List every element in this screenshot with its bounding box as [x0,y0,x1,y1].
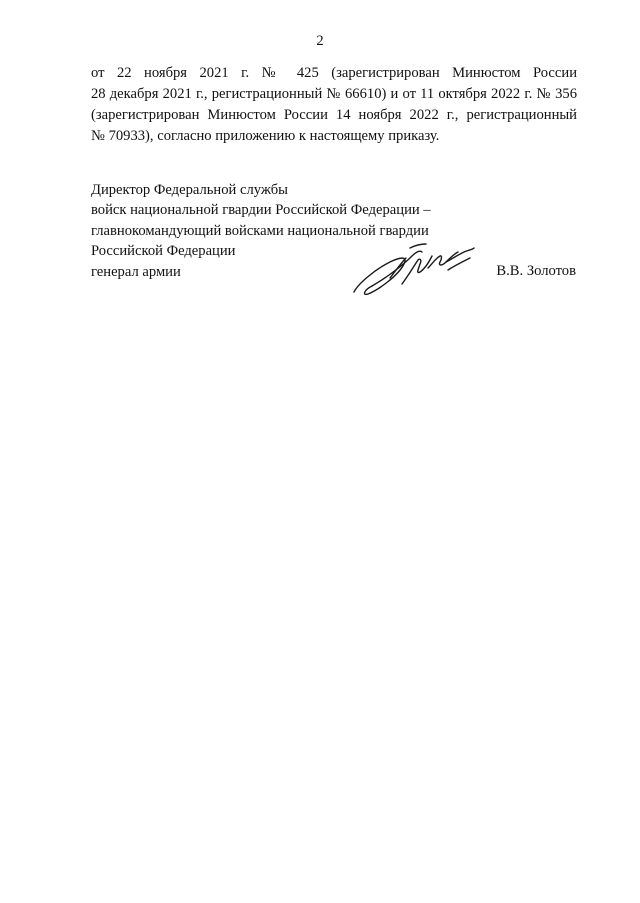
order-text-line: от 22 ноября 2021 г. № 425 (зарегистрирован Минюстом России [91,65,577,81]
signatory-title-line: Российской Федерации [91,243,236,260]
signatory-rank-line: генерал армии [91,263,181,280]
signatory-title-line: главнокомандующий войсками национальной гвардии [91,222,429,239]
order-text-line: 28 декабря 2021 г., регистрационный № 66610) и от 11 октября 2022 г. № 356 [91,86,577,102]
order-text-line: (зарегистрирован Минюстом России 14 ноября 2022 г., регистрационный [91,107,577,123]
handwritten-signature-icon [350,240,480,300]
signatory-title-line: Директор Федеральной службы [91,182,288,198]
signatory-title-line: войск национальной гвардии Российской Федерации – [91,202,431,219]
order-text-paragraph [91,63,577,147]
page-number: 2 [316,33,324,49]
signer-name: В.В. Золотов [496,263,576,279]
order-text-line: № 70933), согласно приложению к настоящему приказу. [91,128,440,144]
